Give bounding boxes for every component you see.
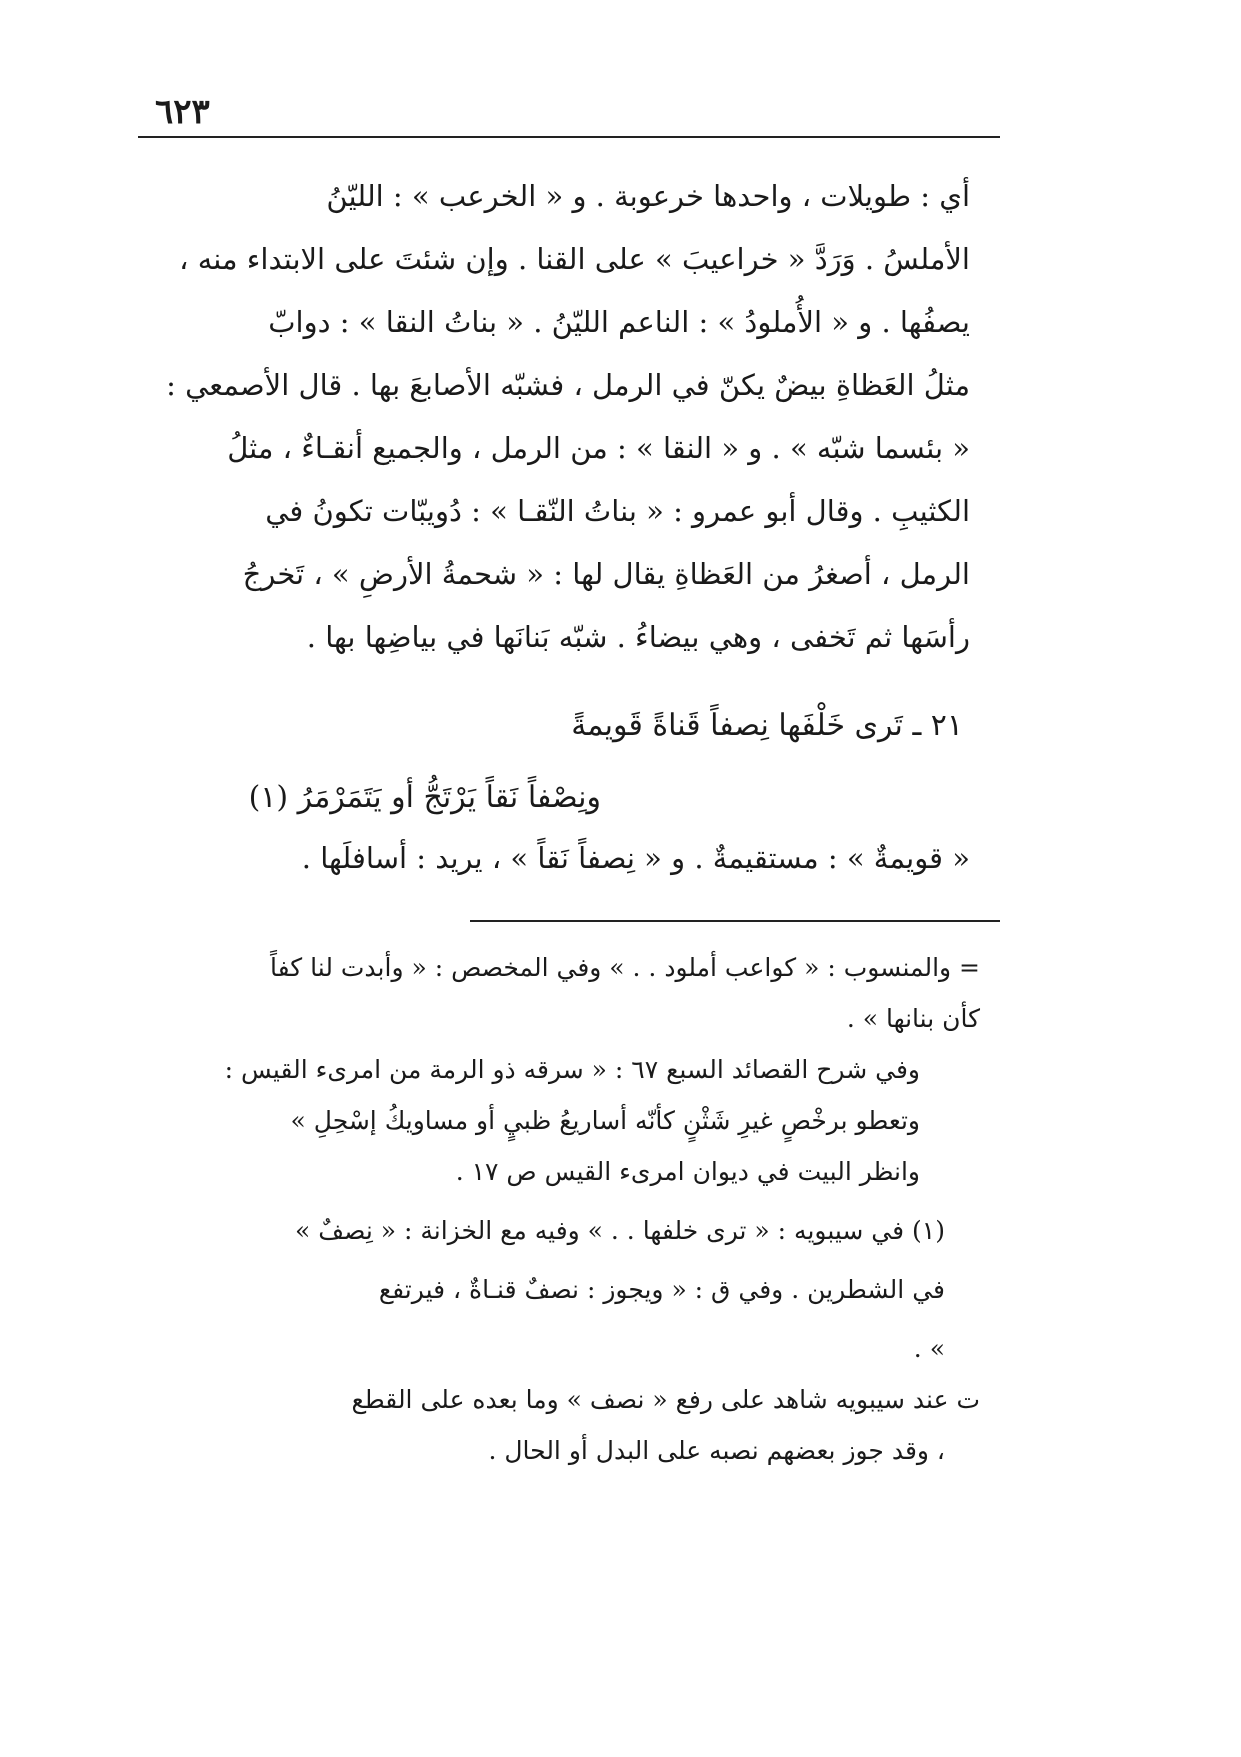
footnote-line: ت عند سيبويه شاهد على رفع « نصف » وما بعده على القطع — [351, 1385, 980, 1414]
footnote-rule — [470, 920, 1000, 922]
text-line: « بئسما شبّه » . و « النقا » : من الرمل ، والجميع أنقـاءٌ ، مثلُ — [227, 431, 970, 465]
footnote-line: كأن بنانها » . — [846, 1004, 980, 1033]
text-line: يصفُها . و « الأُملودُ » : الناعم الليّنُ . « بناتُ النقا » : دوابّ — [268, 305, 970, 339]
header-rule — [138, 136, 1000, 138]
main-commentary — [160, 165, 970, 669]
text-line: أي : طويلات ، واحدها خرعوبة . و « الخرعب » : الليّنُ — [326, 179, 970, 213]
footnote-line: وتعطو برخْصٍ غيرِ شَثْنٍ كأنّه أساريعُ ظبيٍ أو مساويكُ إسْحِلِ » — [290, 1106, 920, 1135]
footnote-line: في الشطرين . وفي ق : « ويجوز : نصفٌ قنـاةٌ ، فيرتفع — [378, 1275, 945, 1304]
text-line: رأسَها ثم تَخفى ، وهي بيضاءُ . شبّه بَنانَها في بياضِها بها . — [306, 620, 970, 654]
footnote-line: وانظر البيت في ديوان امرىء القيس ص ١٧ . — [455, 1157, 920, 1186]
text-line: الكثيبِ . وقال أبو عمرو : « بناتُ النّقـا » : دُويبّات تكونُ في — [265, 494, 970, 528]
verse-second-hemistich: ونِصْفاً نَقاً يَرْتَجُّ أو يَتَمَرْمَرُ (١) — [248, 780, 601, 815]
verse-first-hemistich: ٢١ ـ تَرى خَلْفَها نِصفاً قَناةً قَويمةً — [571, 708, 963, 743]
text-line: مثلُ العَظاةِ بيضٌ يكنّ في الرمل ، فشبّه الأصابعَ بها . قال الأصمعي : — [166, 368, 970, 402]
text-line: الأملسُ . وَرَدَّ « خراعيبَ » على القنا . وإن شئتَ على الابتداء منه ، — [179, 242, 970, 276]
footnote-line: ، وقد جوز بعضهم نصبه على البدل أو الحال . — [488, 1436, 945, 1465]
footnote-line: (١) في سيبويه : « ترى خلفها . . » وفيه مع الخزانة : « نِصفٌ » — [295, 1216, 945, 1245]
footnote-line: وفي شرح القصائد السبع ٦٧ : « سرقه ذو الرمة من امرىء القيس : — [224, 1055, 920, 1084]
footnote-line: = والمنسوب : « كواعب أملود . . » وفي المخصص : « وأبدت لنا كفاً — [270, 953, 980, 982]
footnote-line: » . — [913, 1334, 945, 1363]
verse-gloss: « قويمةٌ » : مستقيمةٌ . و « نِصفاً نَقاً » ، يريد : أسافلَها . — [301, 841, 970, 875]
text-line: الرمل ، أصغرُ من العَظاةِ يقال لها : « شحمةُ الأرضِ » ، تَخرجُ — [242, 557, 970, 591]
footnotes — [150, 942, 980, 1476]
page-number: ٦٢٣ — [155, 92, 210, 132]
